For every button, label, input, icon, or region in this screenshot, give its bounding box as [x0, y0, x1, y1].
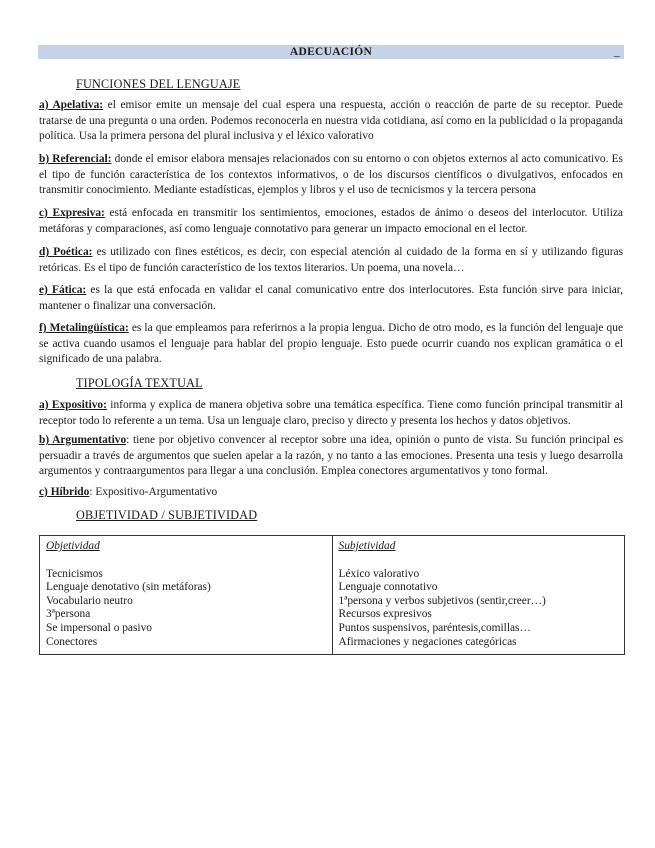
function-paragraph — [39, 245, 623, 276]
function-paragraph — [39, 283, 623, 314]
list-item: Se impersonal o pasivo — [46, 621, 152, 634]
function-paragraph — [39, 206, 623, 237]
list-item: Recursos expresivos — [338, 608, 432, 621]
type-paragraph — [39, 433, 623, 480]
subjetividad-column — [332, 536, 625, 655]
list-item: Lenguaje connotativo — [338, 581, 438, 594]
function-text: el emisor emite un mensaje del cual espera una respuesta, acción o reacción de parte de su receptor. Puede tratarse de una pregunta o una orden. Podemos reconocerla en nuestra vida cotidiana, así como en la publicidad o la propaganda política. Usa la primera persona del plural inclusiva y el léxico valorativo — [39, 99, 623, 143]
section-heading-objetividad: OBJETIVIDAD / SUBJETIVIDAD — [76, 508, 258, 522]
function-paragraph — [39, 321, 623, 368]
type-paragraph — [39, 485, 623, 501]
column-header: Objetividad — [46, 540, 100, 552]
page-title: ADECUACIÓN — [289, 46, 373, 58]
function-label: b) Referencial: — [39, 153, 112, 165]
type-text: informa y explica de manera objetiva sobre una temática específica. Tiene como función principal transmitir al receptor todo lo referente a un tema. Usa un lenguaje claro, preciso y directo y presenta los hechos y datos objetivos. — [39, 399, 623, 427]
function-paragraph — [39, 152, 623, 199]
type-label: c) Híbrido — [39, 486, 90, 498]
type-text: : Expositivo-Argumentativo — [89, 486, 218, 498]
function-text: es utilizado con fines estéticos, es decir, con especial atención al cuidado de la forma en sí y utilizando figuras retóricas. Es el tipo de función característico de los textos literarios. Un poema, una novela… — [39, 246, 624, 274]
type-label: b) Argumentativo — [39, 434, 127, 446]
list-item: Tecnicismos — [46, 567, 103, 580]
type-label: a) Expositivo: — [39, 399, 107, 411]
function-text: donde el emisor elabora mensajes relacionados con su entorno o con objetos externos al acto comunicativo. Es el tipo de función característica de los contextos informativos, o de los discursos científicos o divulgativos, enfocados en transmitir conocimiento. Mediante estadísticas, ejemplos y libros y el uso de tecnicismos y la tercera persona — [39, 153, 623, 197]
function-label: e) Fática: — [39, 284, 87, 296]
list-item: 1ªpersona y verbos subjetivos (sentir,creer…) — [338, 594, 546, 607]
list-item: Lenguaje denotativo (sin metáforas) — [46, 581, 211, 594]
function-label: a) Apelativa: — [39, 99, 104, 111]
type-paragraph — [39, 398, 623, 429]
function-text: es la que empleamos para referirnos a la propia lengua. Dicho de otro modo, es la función del lenguaje que se activa cuando usamos el lenguaje para hablar del propio lenguaje. Esto puede ocurrir cuando nos explican gramática o el significado de una palabra. — [39, 322, 623, 366]
function-paragraph — [39, 98, 623, 145]
list-item: Puntos suspensivos, paréntesis,comillas… — [338, 621, 531, 634]
table-row — [40, 536, 625, 655]
type-text: : tiene por objetivo convencer al receptor sobre una idea, opinión o punto de vista. Su función principal es persuadir a través de argumentos que suelen apelar a la razón, y no tanto a las emociones. Presenta una tesis y luego desarrolla argumentos y contraargumentos para llegar a una conclusión. Emplea conectores argumentativos y tono formal. — [39, 434, 624, 478]
list-item: Afirmaciones y negaciones categóricas — [338, 635, 517, 648]
column-header: Subjetividad — [338, 540, 396, 552]
function-label: d) Poética: — [39, 246, 93, 258]
objetividad-column — [40, 536, 333, 655]
title-trailing-mark: _ — [613, 46, 620, 58]
section-heading-tipologia: TIPOLOGÍA TEXTUAL — [76, 376, 203, 390]
comparison-table — [39, 535, 625, 655]
list-item: Léxico valorativo — [338, 567, 420, 580]
function-text: es la que está enfocada en validar el canal comunicativo entre dos interlocutores. Esta función sirve para iniciar, mantener o finalizar una conversación. — [39, 284, 623, 312]
function-text: está enfocada en transmitir los sentimientos, emociones, estados de ánimo o deseos del interlocutor. Utiliza metáforas y comparaciones, así como lenguaje connotativo para generar un impacto emocional en el lector. — [39, 207, 623, 235]
title-bar — [38, 45, 624, 59]
section-heading-funciones: FUNCIONES DEL LENGUAJE — [76, 77, 241, 91]
function-label: f) Metalingüística: — [39, 322, 129, 334]
list-item: 3ªpersona — [46, 608, 91, 621]
function-label: c) Expresiva: — [39, 207, 105, 219]
list-item: Vocabulario neutro — [46, 594, 133, 607]
list-item: Conectores — [46, 635, 98, 648]
